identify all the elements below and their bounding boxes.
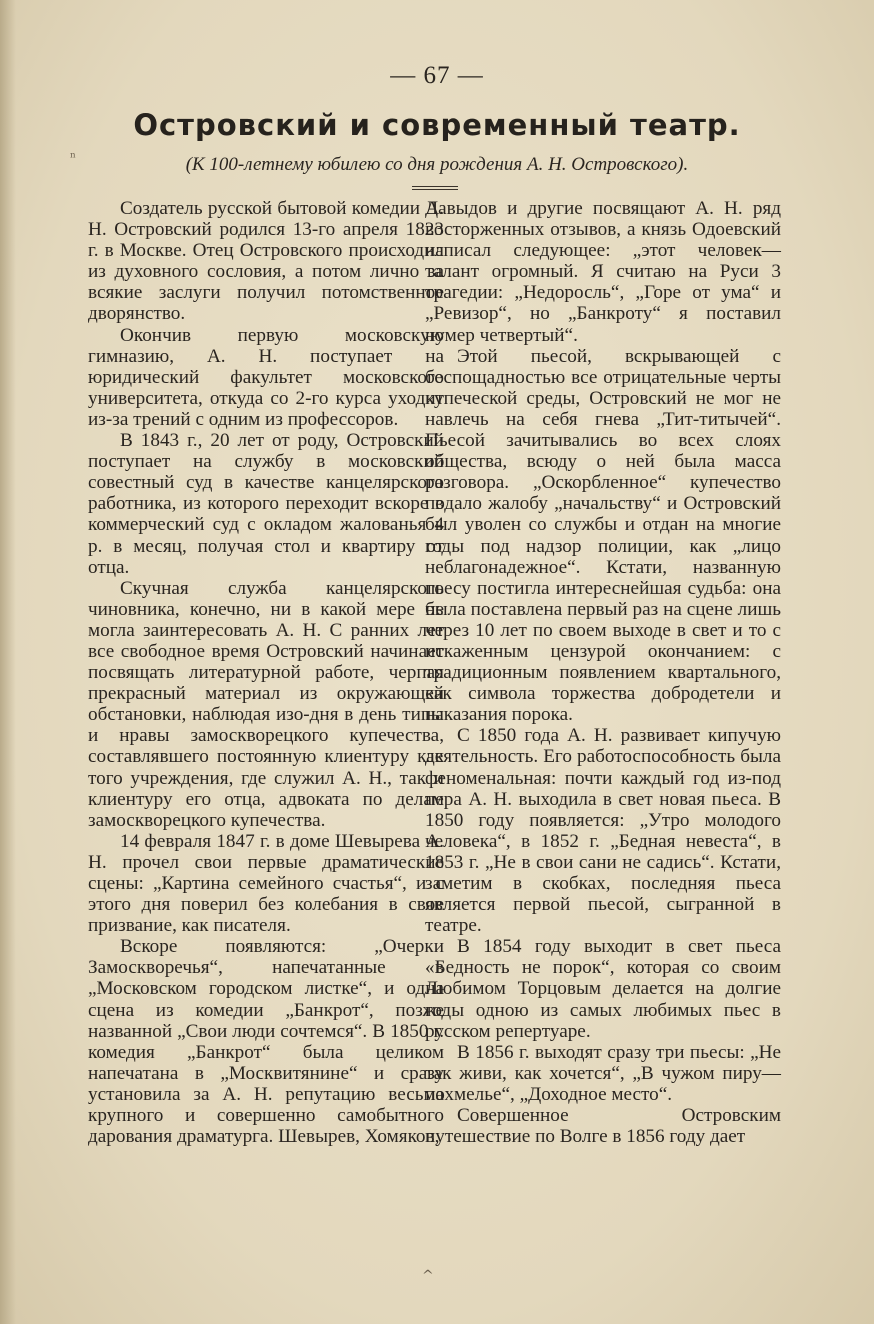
page-edge-shadow bbox=[0, 0, 16, 1324]
paragraph: С 1850 года А. Н. развивает кипучую деятельность. Его работоспособность была феноменальная: почти каждый год из-под пера А. Н. выходила в свет новая пьеса. В 1850 году появляется: „Утро молодого человека“, в 1852 г. „Бедная невеста“, в 1853 г. „Не в свои сани не садись“. Кстати, заметим в скобках, последняя пьеса является первой пьесой, сыгранной в театре. bbox=[425, 725, 781, 937]
margin-mark: ^ bbox=[422, 1268, 434, 1284]
paragraph: Этой пьесой, вскрывающей с беспощадностью все отрицательные черты купеческой среды, Островский не мог не навлечь на себя гнева „Тит-титычей“. Пьесой зачитывались во всех слоях общества, всюду о ней была масса разговора. „Оскорбленное“ купечество подало жалобу „начальству“ и Островский был уволен со службы и отдан на многие годы под надзор полиции, как „лицо неблагонадежное“. Кстати, названную пьесу постигла интереснейшая судьба: она была поставлена первый раз на сцене лишь через 10 лет по своем выходе в свет и то с искаженным цензурой окончанием: с традиционным появлением квартального, как символа торжества добродетели и наказания порока. bbox=[425, 345, 781, 726]
paragraph: Скучная служба канцелярского чиновника, конечно, ни в какой мере не могла заинтересовать А. Н. С ранних лет все свободное время Островский начинает посвящать литературной работе, черпая прекрасный материал из окружающей обстановки, наблюдая изо-дня в день типы и нравы замоскворецкого купечества, составлявшего постоянную клиентуру как того учреждения, где служил А. Н., так и клиентуру его отца, адвоката по делам замоскворецкого купечества. bbox=[88, 577, 444, 831]
paragraph: Давыдов и другие посвящают А. Н. ряд восторженных отзывов, а князь Одоевский написал следующее: „этот человек—талант огромный. Я считаю на Руси 3 трагедии: „Недоросль“, „Горе от ума“ и „Ревизор“, но „Банкроту“ я поставил нумер четвертый“. bbox=[425, 198, 781, 346]
margin-mark: ⁿ bbox=[70, 150, 77, 166]
paragraph: В 1854 году выходит в свет пьеса «Бедность не порок“, которая со своим Любимом Торцовым делается на долгие годы одною из самых любимых пьес в русском репертуаре. bbox=[425, 936, 781, 1042]
article-subtitle: (К 100-летнему юбилею со дня рождения А. Н. Островского). bbox=[185, 154, 689, 175]
page-number: — 67 — bbox=[390, 62, 484, 89]
paragraph: В 1843 г., 20 лет от роду, Островский поступает на службу в московский совестный суд в качестве канцелярского работника, из которого переходит вскоре в коммерческий суд с окладом жалованья 4 р. в месяц, получая стол и квартиру от отца. bbox=[88, 430, 444, 578]
paragraph: 14 февраля 1847 г. в доме Шевырева А. Н. прочел свои первые драматические сцены: „Картина семейного счастья“, и с этого дня поверил без колебания в свое призвание, как писателя. bbox=[88, 830, 444, 937]
paragraph: В 1856 г. выходят сразу три пьесы: „Не так живи, как хочется“, „В чужом пиру—похмелье“, „Доходное место“. bbox=[425, 1041, 781, 1105]
paragraph: Совершенное Островским путешествие по Волге в 1856 году дает bbox=[425, 1105, 781, 1148]
paragraph: Создатель русской бытовой комедии А. Н. Островский родился 13-го апреля 1823 г. в Москве. Отец Островского происходил из духовного сословия, а потом лично за всякие заслуги получил потомственное дворянство. bbox=[88, 198, 444, 325]
paragraph: Окончив первую московскую гимназию, А. Н. поступает на юридический факультет московского университета, откуда со 2-го курса уходит из-за трений с одним из профессоров. bbox=[88, 324, 444, 430]
article-title: Островский и современный театр. bbox=[133, 108, 741, 142]
paragraph: Вскоре появляются: „Очерки Замоскворечья“, напечатанные в „Московском городском листке“, и одна сцена из комедии „Банкрот“, позже названной „Свои люди сочтемся“. В 1850 г. комедия „Банкрот“ была целиком напечатана в „Москвитянине“ и сразу установила за А. Н. репутацию весьма крупного и совершенно самобытного дарования драматурга. Шевырев, Хомяков, bbox=[88, 936, 444, 1148]
title-divider bbox=[412, 186, 458, 190]
right-column bbox=[425, 198, 781, 1147]
left-column bbox=[88, 198, 444, 1147]
